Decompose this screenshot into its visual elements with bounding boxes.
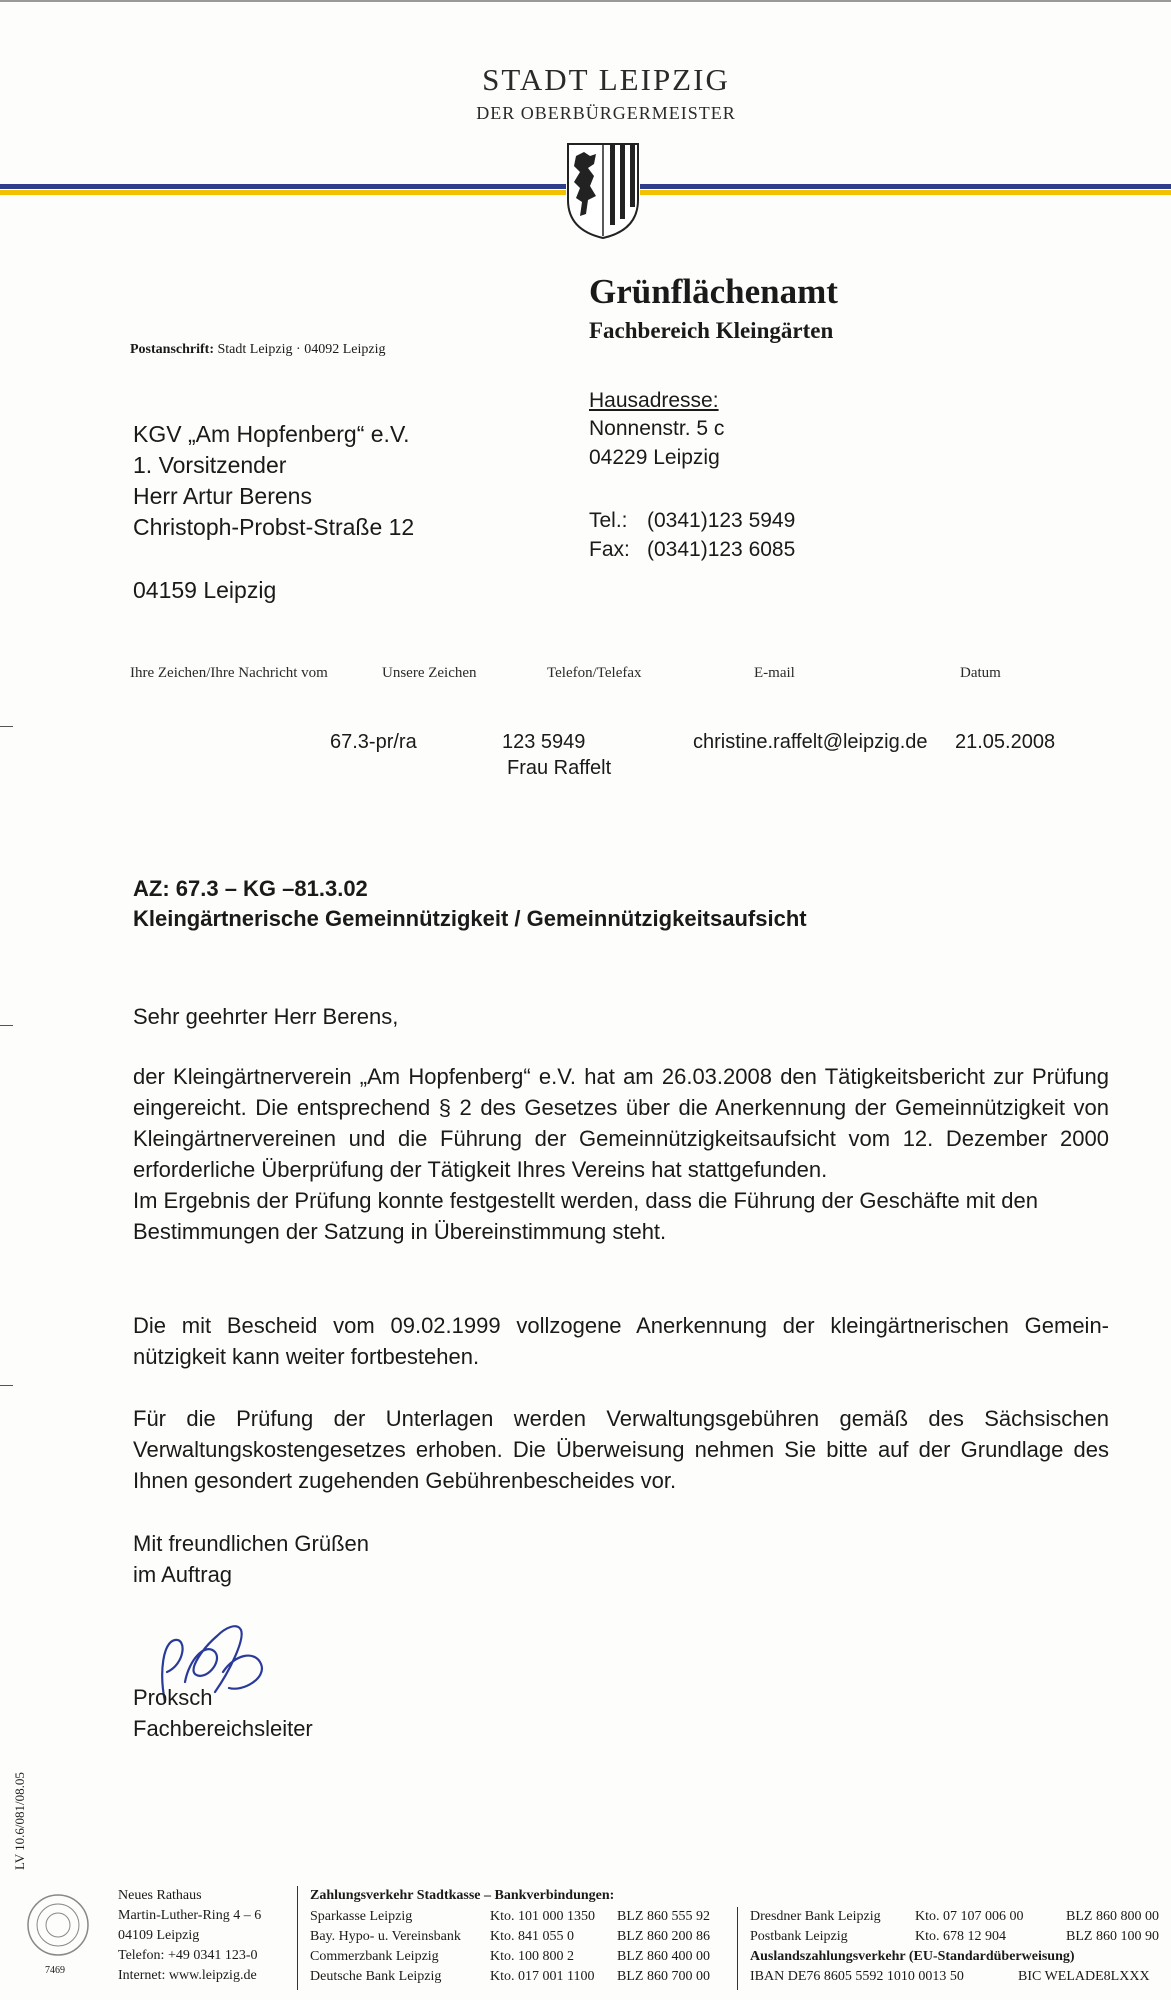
recipient-line3: Herr Artur Berens bbox=[133, 483, 312, 509]
house-address-label-text: Hausadresse: bbox=[589, 389, 719, 412]
footer-address-line: Martin-Luther-Ring 4 – 6 bbox=[118, 1908, 262, 1923]
bank-name: Dresdner Bank Leipzig bbox=[750, 1909, 881, 1924]
subject-reference: AZ: 67.3 – KG –81.3.02 bbox=[133, 876, 368, 901]
form-code: LV 10.6/081/08.05 bbox=[12, 1772, 27, 1870]
bank-account: Kto. 100 800 2 bbox=[490, 1949, 574, 1964]
fold-mark bbox=[0, 726, 13, 727]
city-name: STADT LEIPZIG bbox=[482, 62, 730, 97]
blue-stripe-right bbox=[640, 184, 1171, 189]
header-your-ref: Ihre Zeichen/Ihre Nachricht vom bbox=[130, 665, 328, 681]
date-value: 21.05.2008 bbox=[955, 731, 1056, 753]
recipient-city: 04159 Leipzig bbox=[133, 577, 277, 603]
fold-mark bbox=[0, 1025, 13, 1026]
leipzig-coat-of-arms-icon bbox=[566, 142, 640, 240]
paragraph-1b-text: Im Ergebnis der Prüfung konnte festgestellt werden, dass die Führung der Geschäfte mit den Bestimmungen der Satzung in Übereinstimmung steht. bbox=[133, 1188, 1038, 1244]
bank-code: BLZ 860 400 00 bbox=[617, 1949, 710, 1964]
bank-code: BLZ 860 700 00 bbox=[617, 1969, 710, 1984]
header-email: E-mail bbox=[754, 665, 795, 681]
bank-names-left bbox=[310, 1907, 461, 1987]
recipient-line1: KGV „Am Hopfenberg“ e.V. bbox=[133, 421, 410, 447]
postal-label: Postanschrift: bbox=[130, 342, 214, 357]
house-city: 04229 Leipzig bbox=[589, 446, 720, 469]
bank-account: Kto. 017 001 1100 bbox=[490, 1969, 595, 1984]
division-name: Fachbereich Kleingärten bbox=[589, 318, 834, 343]
bank-code: BLZ 860 800 00 bbox=[1066, 1909, 1159, 1924]
tel-value: (0341)123 5949 bbox=[647, 509, 796, 532]
bank-title: Zahlungsverkehr Stadtkasse – Bankverbindungen: bbox=[310, 1888, 615, 1903]
footer-divider bbox=[297, 1886, 298, 1990]
bank-code: BLZ 860 200 86 bbox=[617, 1929, 710, 1944]
bank-name: Sparkasse Leipzig bbox=[310, 1909, 413, 1924]
bank-account: Kto. 841 055 0 bbox=[490, 1929, 574, 1944]
tel-label: Tel.: bbox=[589, 509, 628, 532]
blue-stripe-left bbox=[0, 184, 566, 189]
bank-name: Postbank Leipzig bbox=[750, 1929, 848, 1944]
bank-codes-left bbox=[617, 1907, 710, 1987]
header-date: Datum bbox=[960, 665, 1001, 681]
footer-address-line: Telefon: +49 0341 123-0 bbox=[118, 1948, 258, 1963]
our-ref-value: 67.3-pr/ra bbox=[330, 731, 417, 753]
body-paragraph-1 bbox=[133, 1061, 1109, 1247]
bank-code: BLZ 860 555 92 bbox=[617, 1909, 710, 1924]
house-street: Nonnenstr. 5 c bbox=[589, 417, 725, 440]
footer-address-line: 04109 Leipzig bbox=[118, 1928, 200, 1943]
header-our-ref: Unsere Zeichen bbox=[382, 665, 477, 681]
fax-value: (0341)123 6085 bbox=[647, 538, 796, 561]
bank-account: Kto. 678 12 904 bbox=[915, 1929, 1006, 1944]
signer-title: Fachbereichsleiter bbox=[133, 1716, 313, 1741]
intl-payment-title: Auslandszahlungsverkehr (EU-Standardüberweisung) bbox=[750, 1949, 1075, 1964]
seal-code: 7469 bbox=[45, 1965, 65, 1976]
yellow-stripe-right bbox=[640, 190, 1171, 195]
contact-name: Frau Raffelt bbox=[507, 757, 612, 779]
bank-name: Deutsche Bank Leipzig bbox=[310, 1969, 442, 1984]
body-paragraph-2: Die mit Bescheid vom 09.02.1999 vollzogene Anerkennung der kleingärtnerischen Gemein-nützigkeit kann weiter fortbestehen. bbox=[133, 1313, 1109, 1369]
house-address-label bbox=[589, 386, 719, 415]
eco-seal-icon bbox=[26, 1893, 90, 1957]
bank-accounts-right bbox=[915, 1907, 1024, 1947]
fold-mark bbox=[0, 1385, 13, 1386]
closing-greeting: Mit freundlichen Grüßen bbox=[133, 1531, 369, 1556]
postal-value: Stadt Leipzig · 04092 Leipzig bbox=[217, 342, 386, 357]
department-name: Grünflächenamt bbox=[589, 272, 838, 311]
bic: BIC WELADE8LXXX bbox=[1018, 1969, 1150, 1984]
footer-address bbox=[118, 1886, 261, 1986]
yellow-stripe-left bbox=[0, 190, 566, 195]
mayor-title: DER OBERBÜRGERMEISTER bbox=[476, 103, 736, 123]
recipient-line4: Christoph-Probst-Straße 12 bbox=[133, 514, 415, 540]
closing-on-behalf: im Auftrag bbox=[133, 1562, 233, 1587]
recipient-line2: 1. Vorsitzender bbox=[133, 452, 287, 478]
footer-address-line: Internet: www.leipzig.de bbox=[118, 1968, 257, 1983]
phone-value: 123 5949 bbox=[502, 731, 586, 753]
subject-title: Kleingärtnerische Gemeinnützigkeit / Gemeinnützigkeitsaufsicht bbox=[133, 906, 807, 931]
bank-names-right bbox=[750, 1907, 881, 1947]
bank-codes-right bbox=[1066, 1907, 1159, 1947]
iban: IBAN DE76 8605 5592 1010 0013 50 bbox=[750, 1969, 964, 1984]
paragraph-1-text: der Kleingärtnerverein „Am Hopfenberg“ e.V. hat am 26.03.2008 den Tätigkeitsbericht zur Prüfung eingereicht. Die entsprechend § 2 des Gesetzes über die Anerkennung der Gemeinnützigkeit von Kleingärtnervereinen und die Führung der Gemeinnützigkeitsaufsicht vom 12. Dezember 2000 erforderliche Überprüfung der Tätigkeit Ihres Vereins hat stattgefunden. bbox=[133, 1064, 1109, 1182]
bank-accounts-left bbox=[490, 1907, 595, 1987]
bank-code: BLZ 860 100 90 bbox=[1066, 1929, 1159, 1944]
postal-address bbox=[130, 342, 385, 358]
footer-divider bbox=[737, 1907, 738, 1990]
bank-name: Commerzbank Leipzig bbox=[310, 1949, 439, 1964]
bank-name: Bay. Hypo- u. Vereinsbank bbox=[310, 1929, 461, 1944]
footer-address-line: Neues Rathaus bbox=[118, 1888, 202, 1903]
email-value: christine.raffelt@leipzig.de bbox=[693, 731, 928, 753]
top-border bbox=[0, 0, 1171, 2]
body-paragraph-3: Für die Prüfung der Unterlagen werden Verwaltungsgebühren gemäß des Sächsischen Verwaltungskostengesetzes erhoben. Die Überweisung nehmen Sie bitte auf der Grundlage des Ihnen gesondert zugehenden Gebührenbescheides vor. bbox=[133, 1406, 1109, 1493]
signer-name: Proksch bbox=[133, 1685, 213, 1710]
header-phone: Telefon/Telefax bbox=[547, 665, 642, 681]
bank-account: Kto. 07 107 006 00 bbox=[915, 1909, 1024, 1924]
fax-label: Fax: bbox=[589, 538, 630, 561]
salutation: Sehr geehrter Herr Berens, bbox=[133, 1004, 399, 1029]
bank-account: Kto. 101 000 1350 bbox=[490, 1909, 595, 1924]
